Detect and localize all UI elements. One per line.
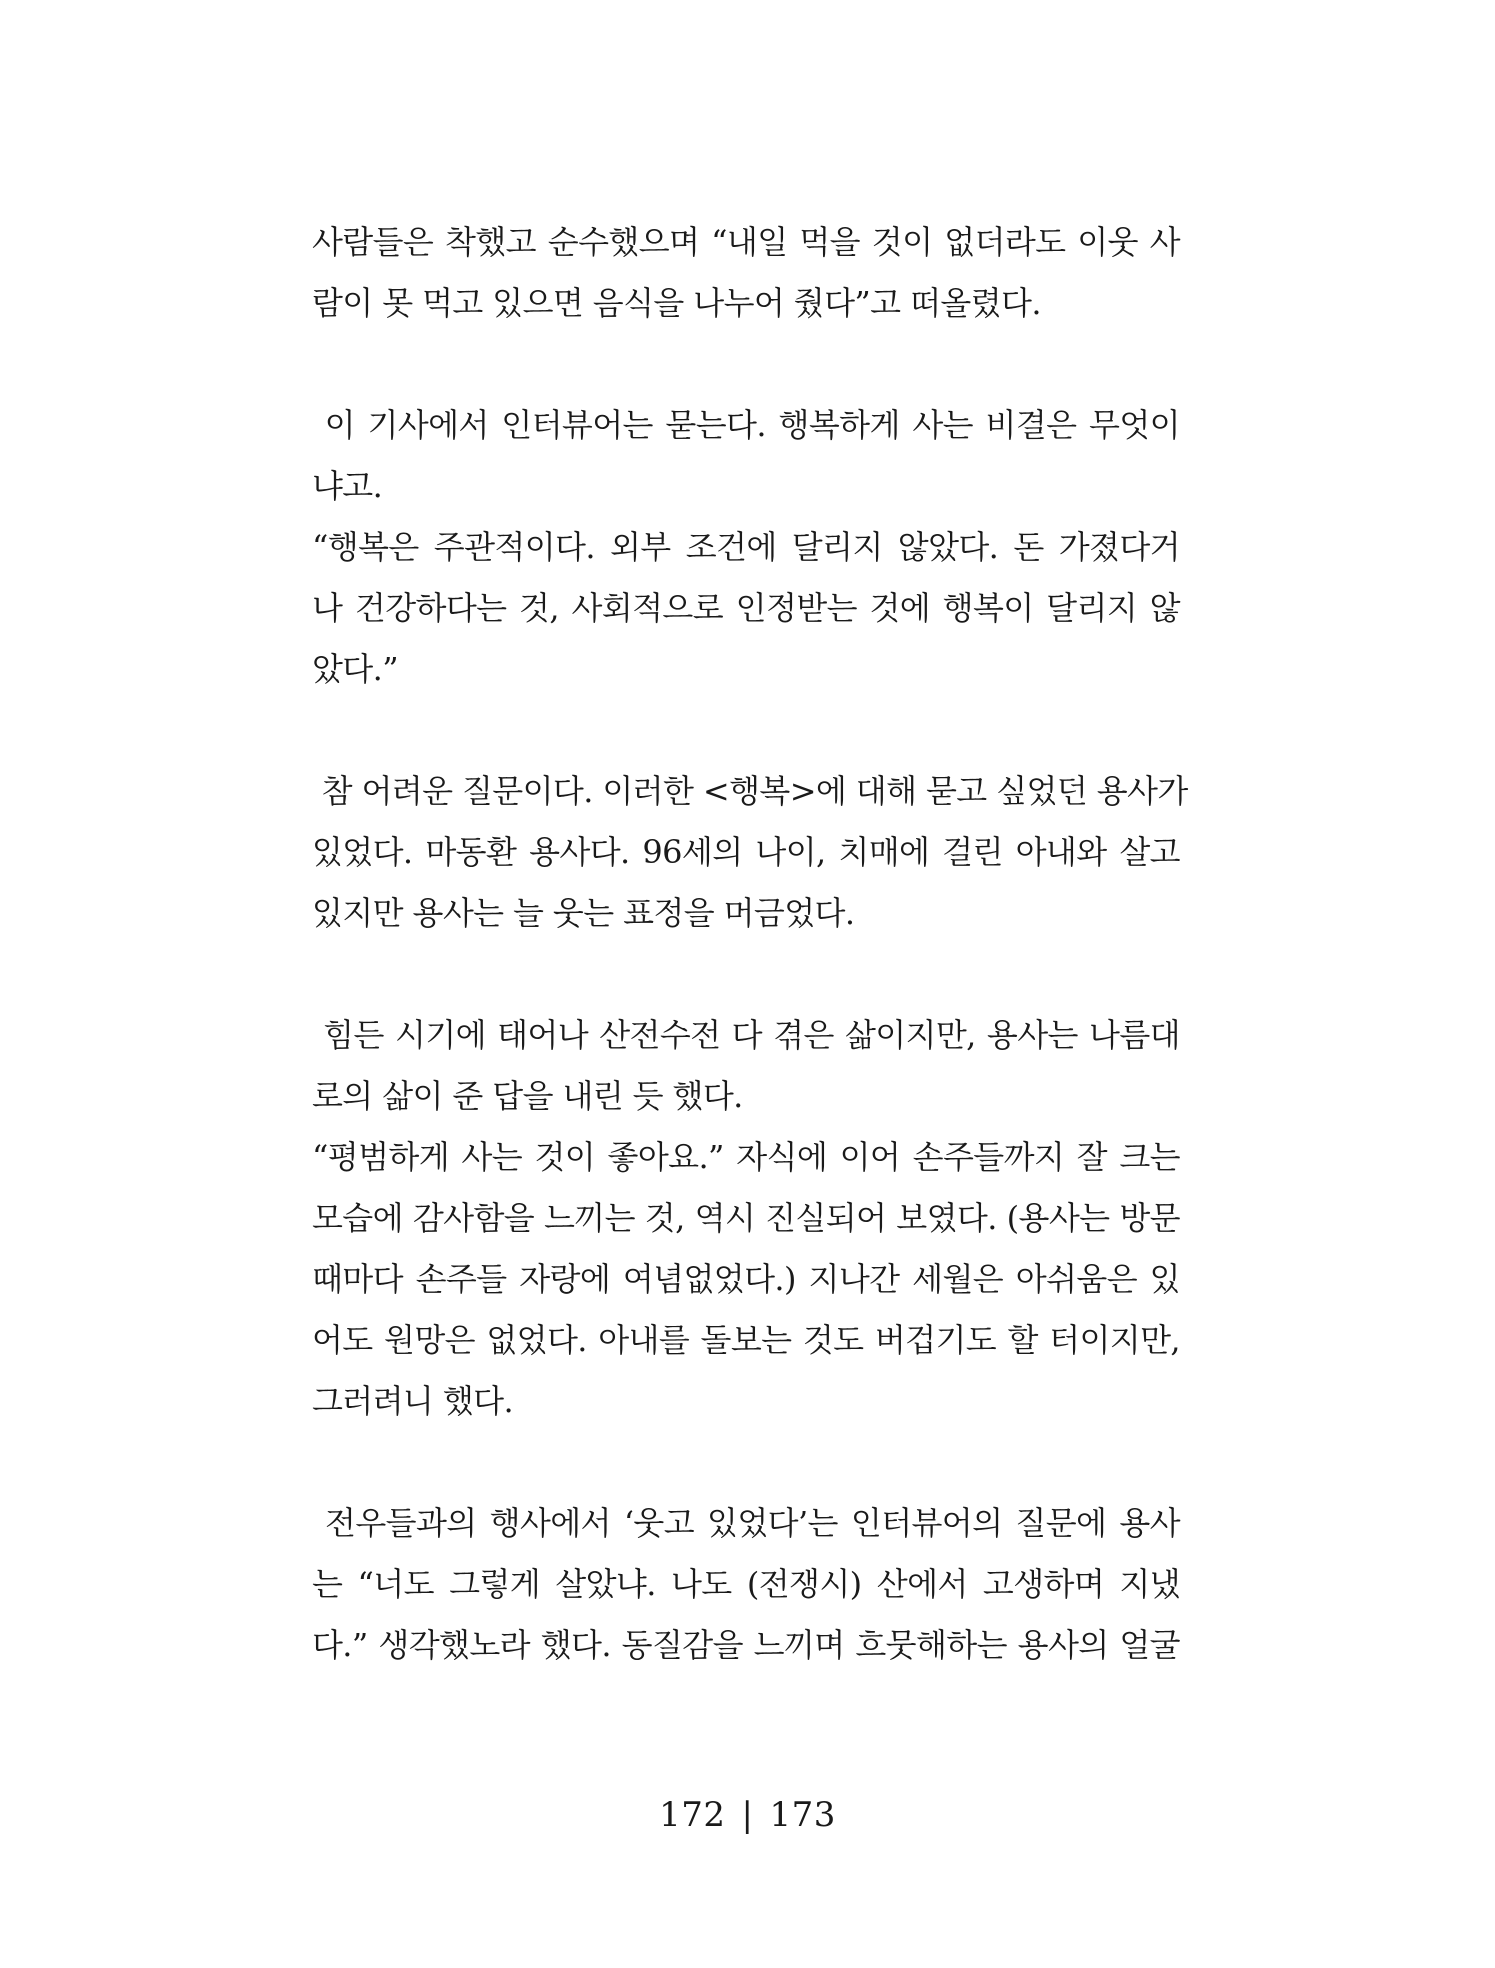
text-line: 때마다 손주들 자랑에 여념없었다.) 지나간 세월은 아쉬움은 있 xyxy=(312,1260,1180,1298)
paragraph-gap xyxy=(312,700,1180,761)
text-line: 전우들과의 행사에서 ‘웃고 있었다’는 인터뷰어의 질문에 용사 xyxy=(312,1504,1180,1542)
text-line: 로의 삶이 준 답을 내린 듯 했다. xyxy=(312,1077,743,1115)
paragraph-gap xyxy=(312,334,1180,395)
text-line: 사람들은 착했고 순수했으며 “내일 먹을 것이 없더라도 이웃 사 xyxy=(312,223,1180,261)
paragraph-gap xyxy=(312,944,1180,1005)
text-line: 모습에 감사함을 느끼는 것, 역시 진실되어 보였다. (용사는 방문 xyxy=(312,1199,1180,1237)
text-line: 참 어려운 질문이다. 이러한 <행복>에 대해 묻고 싶었던 용사가 xyxy=(312,772,1188,810)
text-line: 나 건강하다는 것, 사회적으로 인정받는 것에 행복이 달리지 않 xyxy=(312,589,1180,627)
text-line: 는 “너도 그렇게 살았냐. 나도 (전쟁시) 산에서 고생하며 지냈 xyxy=(312,1565,1180,1603)
text-line: 았다.” xyxy=(312,650,398,688)
text-line: 있지만 용사는 늘 웃는 표정을 머금었다. xyxy=(312,894,855,932)
paragraph-gap xyxy=(312,1432,1180,1493)
left-page-number: 172 xyxy=(659,1795,726,1835)
text-line: 힘든 시기에 태어나 산전수전 다 겪은 삶이지만, 용사는 나름대 xyxy=(312,1016,1180,1054)
text-line: 이 기사에서 인터뷰어는 묻는다. 행복하게 사는 비결은 무엇이 xyxy=(312,406,1180,444)
text-line: “행복은 주관적이다. 외부 조건에 달리지 않았다. 돈 가졌다거 xyxy=(312,528,1180,566)
right-page-number: 173 xyxy=(769,1795,836,1835)
text-line: 냐고. xyxy=(312,467,383,505)
page-numbers xyxy=(0,1795,1495,1835)
page-number-separator: | xyxy=(741,1795,754,1835)
body-text xyxy=(312,212,1188,1676)
text-line: “평범하게 사는 것이 좋아요.” 자식에 이어 손주들까지 잘 크는 xyxy=(312,1138,1180,1176)
text-line: 있었다. 마동환 용사다. 96세의 나이, 치매에 걸린 아내와 살고 xyxy=(312,833,1180,871)
text-line: 그러려니 했다. xyxy=(312,1382,514,1420)
text-line: 어도 원망은 없었다. 아내를 돌보는 것도 버겁기도 할 터이지만, xyxy=(312,1321,1180,1359)
text-line: 다.” 생각했노라 했다. 동질감을 느끼며 흐뭇해하는 용사의 얼굴 xyxy=(312,1626,1180,1664)
text-line: 람이 못 먹고 있으면 음식을 나누어 줬다”고 떠올렸다. xyxy=(312,284,1041,322)
